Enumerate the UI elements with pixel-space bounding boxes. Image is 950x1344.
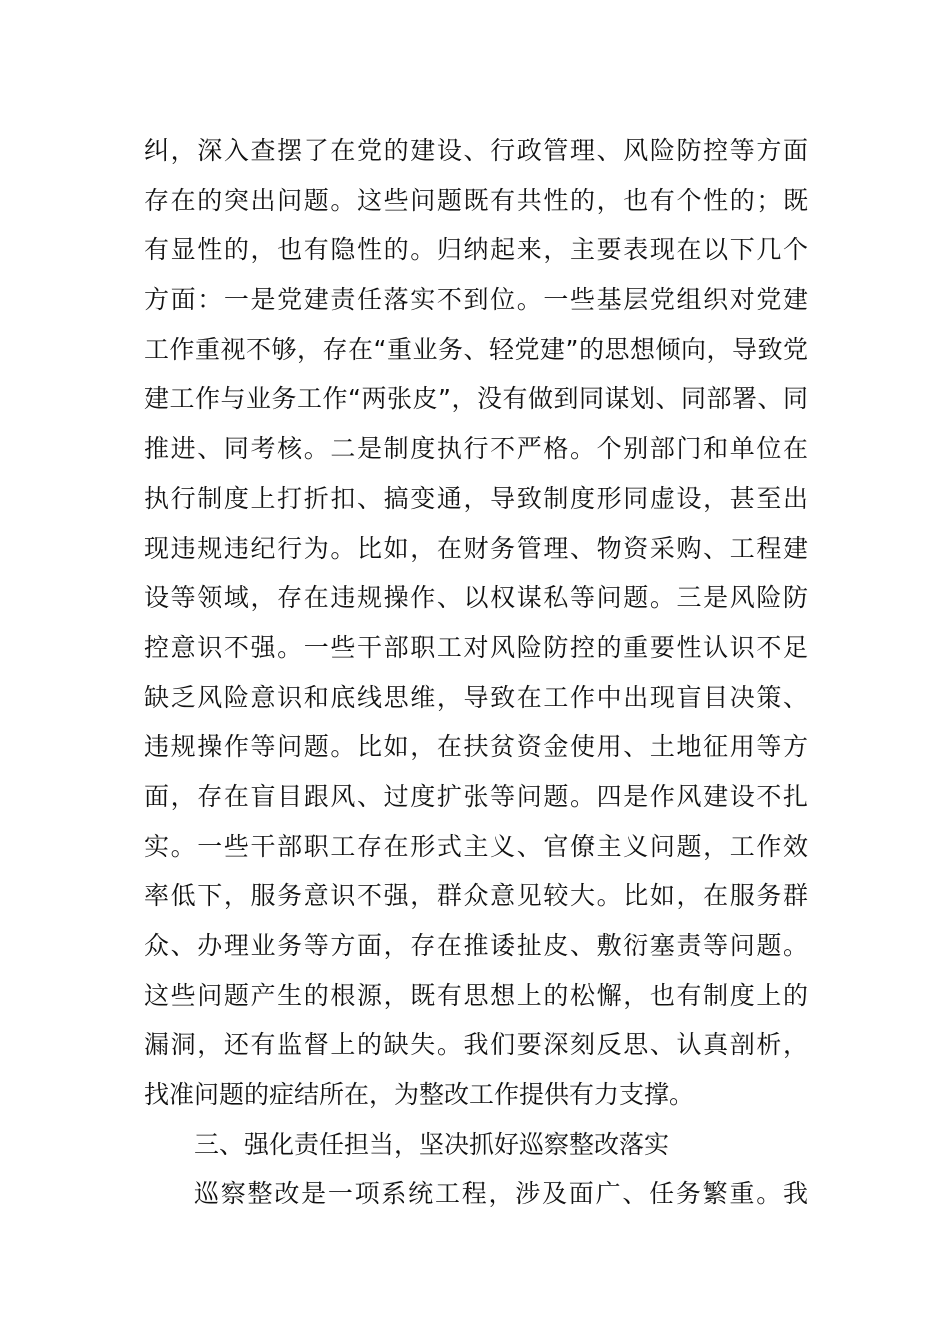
text-line: 缺乏风险意识和底线思维，导致在工作中出现盲目决策、 (144, 682, 808, 712)
text-line: 众、办理业务等方面，存在推诿扯皮、敷衍塞责等问题。 (144, 931, 808, 960)
text-line: 率低下，服务意识不强，群众意见较大。比如，在服务群 (144, 881, 808, 911)
text-line: 纠，深入查摆了在党的建设、行政管理、风险防控等方面 (144, 136, 808, 165)
text-line: 推进、同考核。二是制度执行不严格。个别部门和单位在 (144, 434, 808, 464)
text-line: 方面：一是党建责任落实不到位。一些基层党组织对党建 (144, 285, 808, 315)
text-line: 存在的突出问题。这些问题既有共性的，也有个性的；既 (144, 185, 808, 215)
text-line: 这些问题产生的根源，既有思想上的松懈，也有制度上的 (144, 980, 808, 1010)
text-line: 实。一些干部职工存在形式主义、官僚主义问题，工作效 (144, 831, 808, 861)
body-text (144, 126, 808, 1219)
text-line: 漏洞，还有监督上的缺失。我们要深刻反思、认真剖析， (144, 1030, 808, 1060)
text-line: 面，存在盲目跟风、过度扩张等问题。四是作风建设不扎 (144, 781, 808, 811)
text-line: 有显性的，也有隐性的。归纳起来，主要表现在以下几个 (144, 235, 808, 265)
text-line: 现违规违纪行为。比如，在财务管理、物资采购、工程建 (144, 533, 808, 563)
text-line: 建工作与业务工作“两张皮”，没有做到同谋划、同部署、同 (144, 384, 808, 414)
text-line: 违规操作等问题。比如，在扶贫资金使用、土地征用等方 (144, 732, 808, 762)
text-line: 设等领域，存在违规操作、以权谋私等问题。三是风险防 (144, 583, 808, 613)
text-line: 执行制度上打折扣、搞变通，导致制度形同虚设，甚至出 (144, 483, 808, 513)
text-line: 控意识不强。一些干部职工对风险防控的重要性认识不足 (144, 632, 808, 662)
section-heading: 三、强化责任担当，坚决抓好巡察整改落实 (194, 1129, 670, 1159)
text-line: 找准问题的症结所在，为整改工作提供有力支撑。 (144, 1080, 695, 1110)
paragraph-first-line: 巡察整改是一项系统工程，涉及面广、任务繁重。我 (194, 1179, 808, 1209)
text-line: 工作重视不够，存在“重业务、轻党建”的思想倾向，导致党 (144, 334, 808, 364)
